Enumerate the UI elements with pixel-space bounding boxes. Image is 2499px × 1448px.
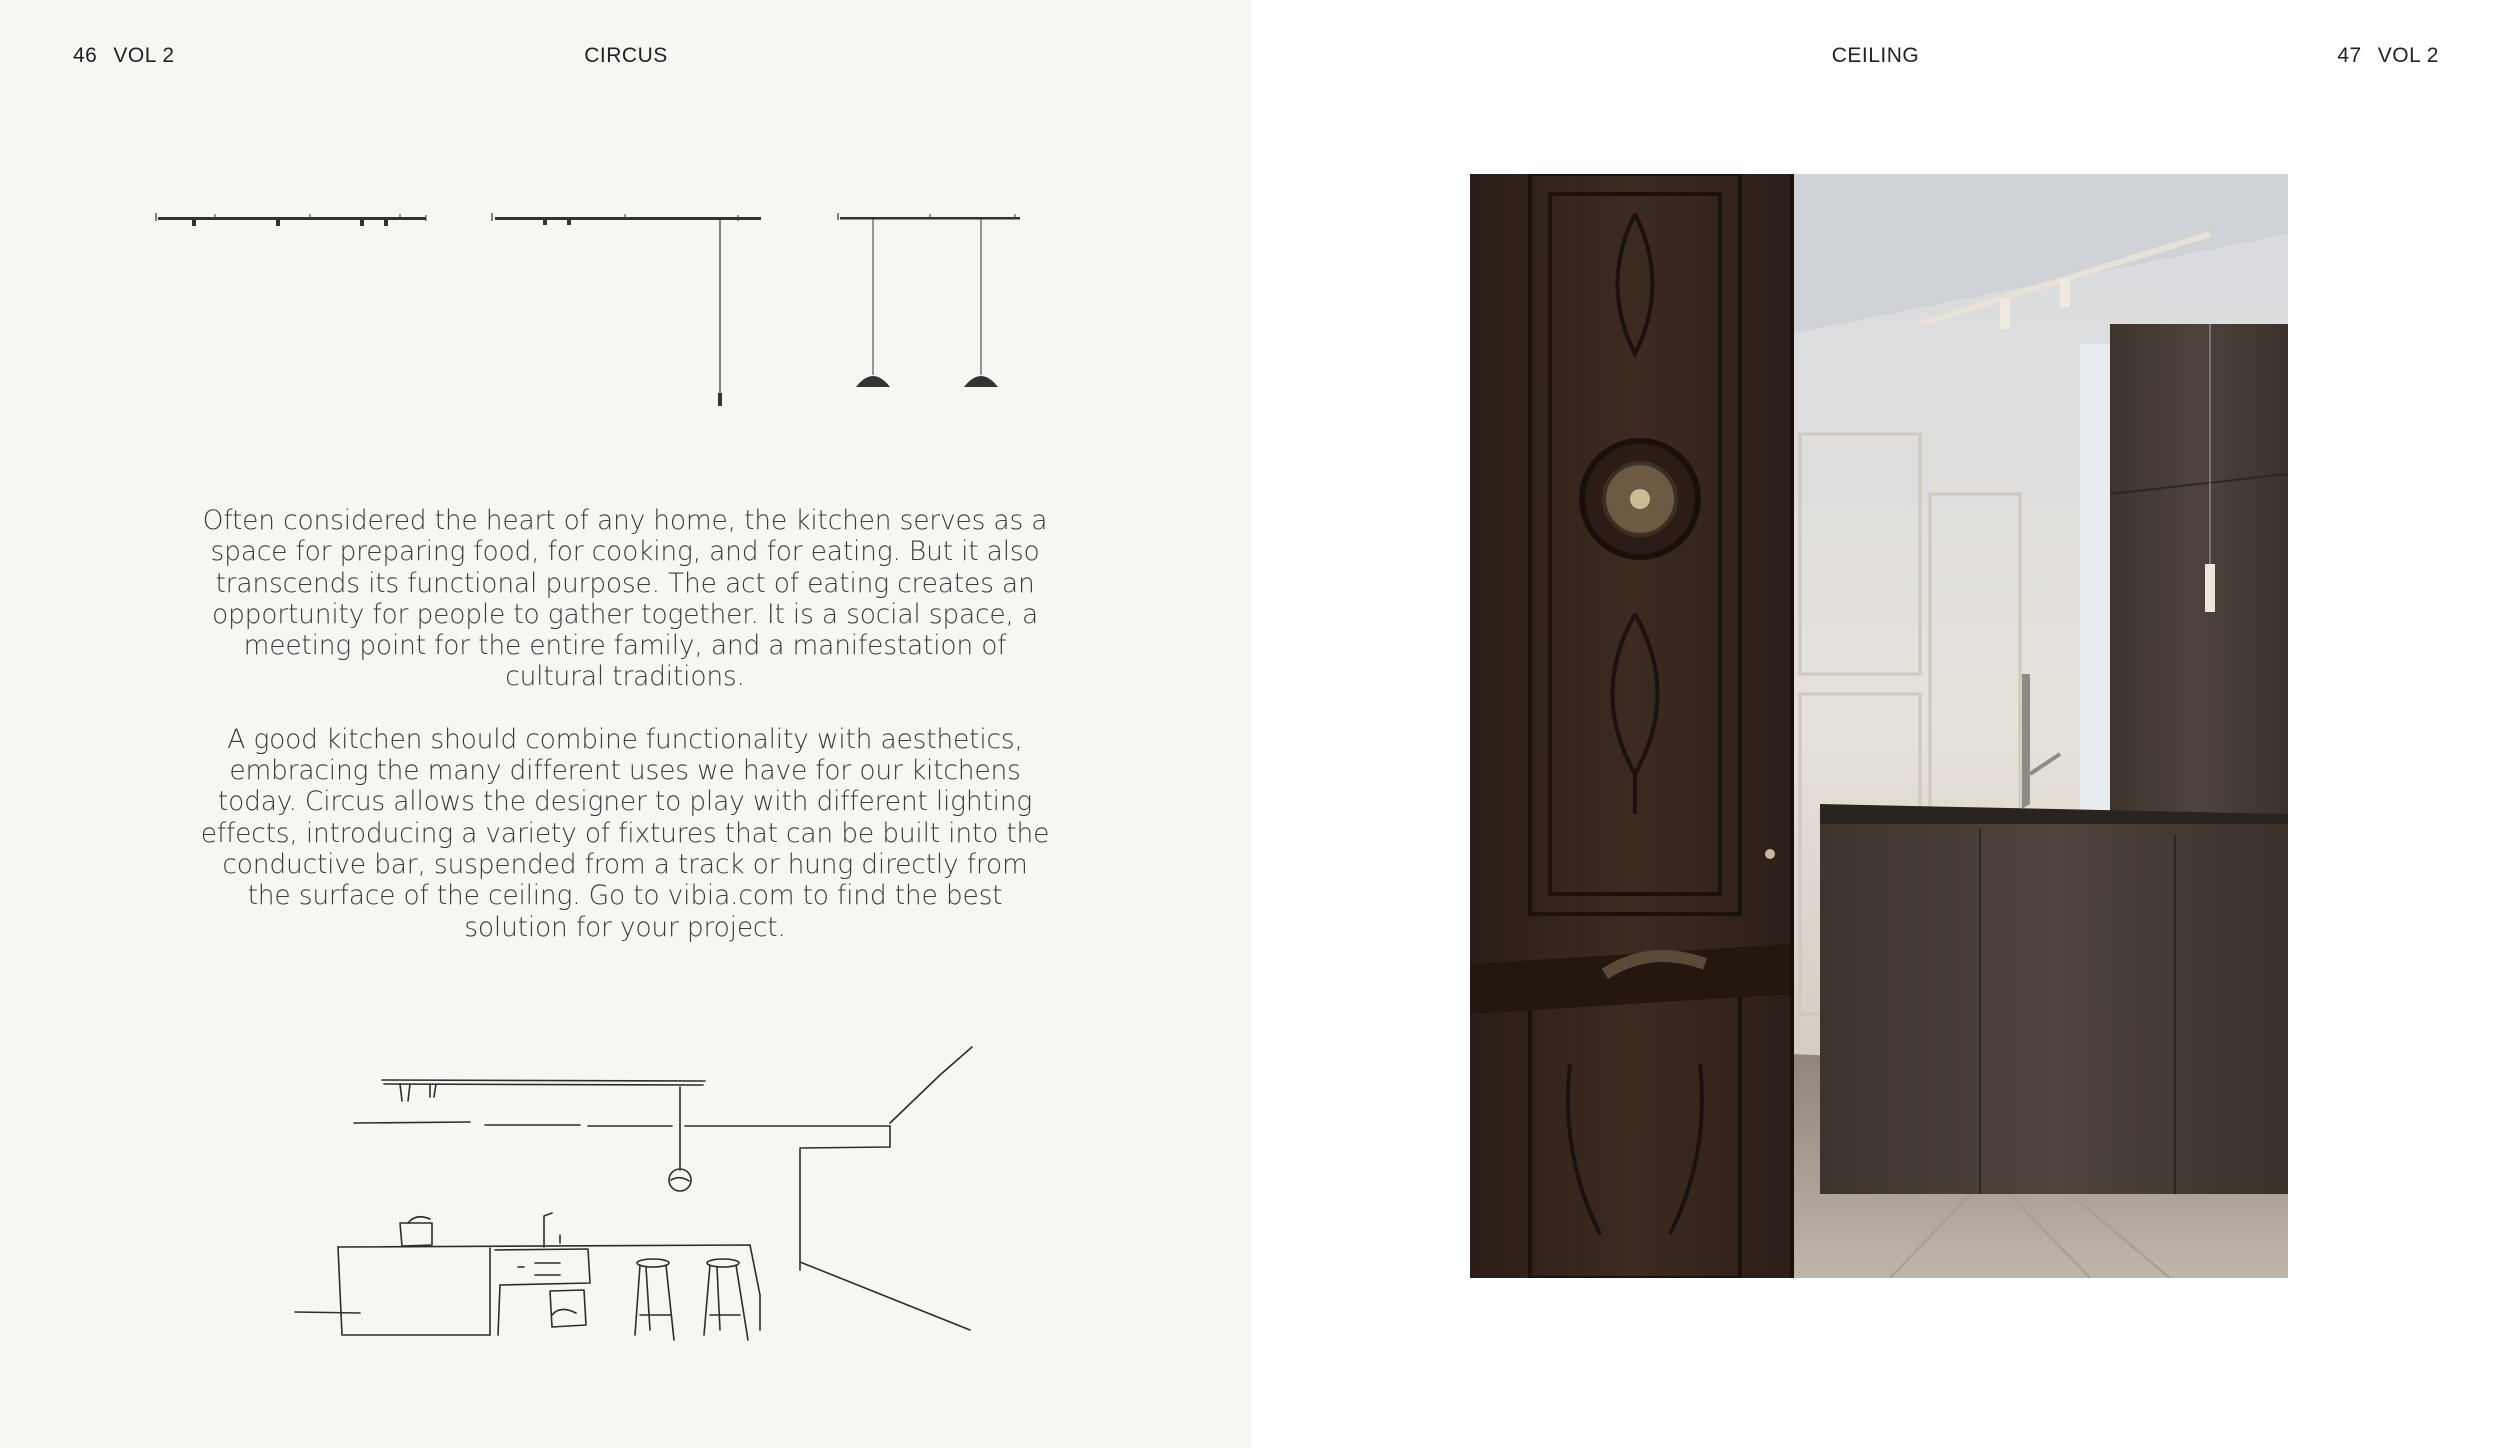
kitchen-sketch: [290, 1035, 990, 1355]
right-section-title: [1252, 44, 2499, 68]
left-section-title: [0, 44, 1252, 68]
pendant-light: [2205, 564, 2215, 612]
section-title-circus: CIRCUS: [584, 44, 668, 67]
carved-door: [1470, 174, 1792, 1278]
right-page: [1252, 0, 2499, 1448]
right-page-number: 47: [2337, 44, 2362, 67]
diagram-cone-pendants: [838, 213, 1020, 387]
island-cabinet: [1820, 824, 2288, 1194]
section-title-ceiling: CEILING: [1831, 44, 1920, 67]
left-page-number: 46: [73, 44, 98, 67]
paragraph-1: Often considered the heart of any home, the kitchen serves as a space for preparing food, for cooking, and for eating. But it also transcends its functional purpose. The act of eating creates an opportunity for people to gather together. It is a social space, a meeting point for the entire family, and a manifestation of cultural traditions.: [202, 505, 1048, 693]
right-folio: [2337, 44, 2439, 68]
kitchen-photo: [1470, 174, 2288, 1278]
right-volume: VOL 2: [2377, 44, 2439, 67]
left-volume: VOL 2: [113, 44, 175, 67]
diagram-spot-track: [156, 213, 426, 226]
diagram-pendant-track: [492, 213, 761, 406]
paragraph-2: A good kitchen should combine functionality with aesthetics, embracing the many different uses we have for our kitchens today. Circus allows the designer to play with different lighting effects, introducing a variety of fixtures that can be built into the conductive bar, suspended from a track or hung directly from the surface of the ceiling. Go to vibia.com to find the best solution for your project.: [200, 723, 1050, 943]
faucet: [2022, 674, 2030, 809]
product-diagrams: [150, 205, 1030, 415]
body-text: [200, 505, 1050, 943]
